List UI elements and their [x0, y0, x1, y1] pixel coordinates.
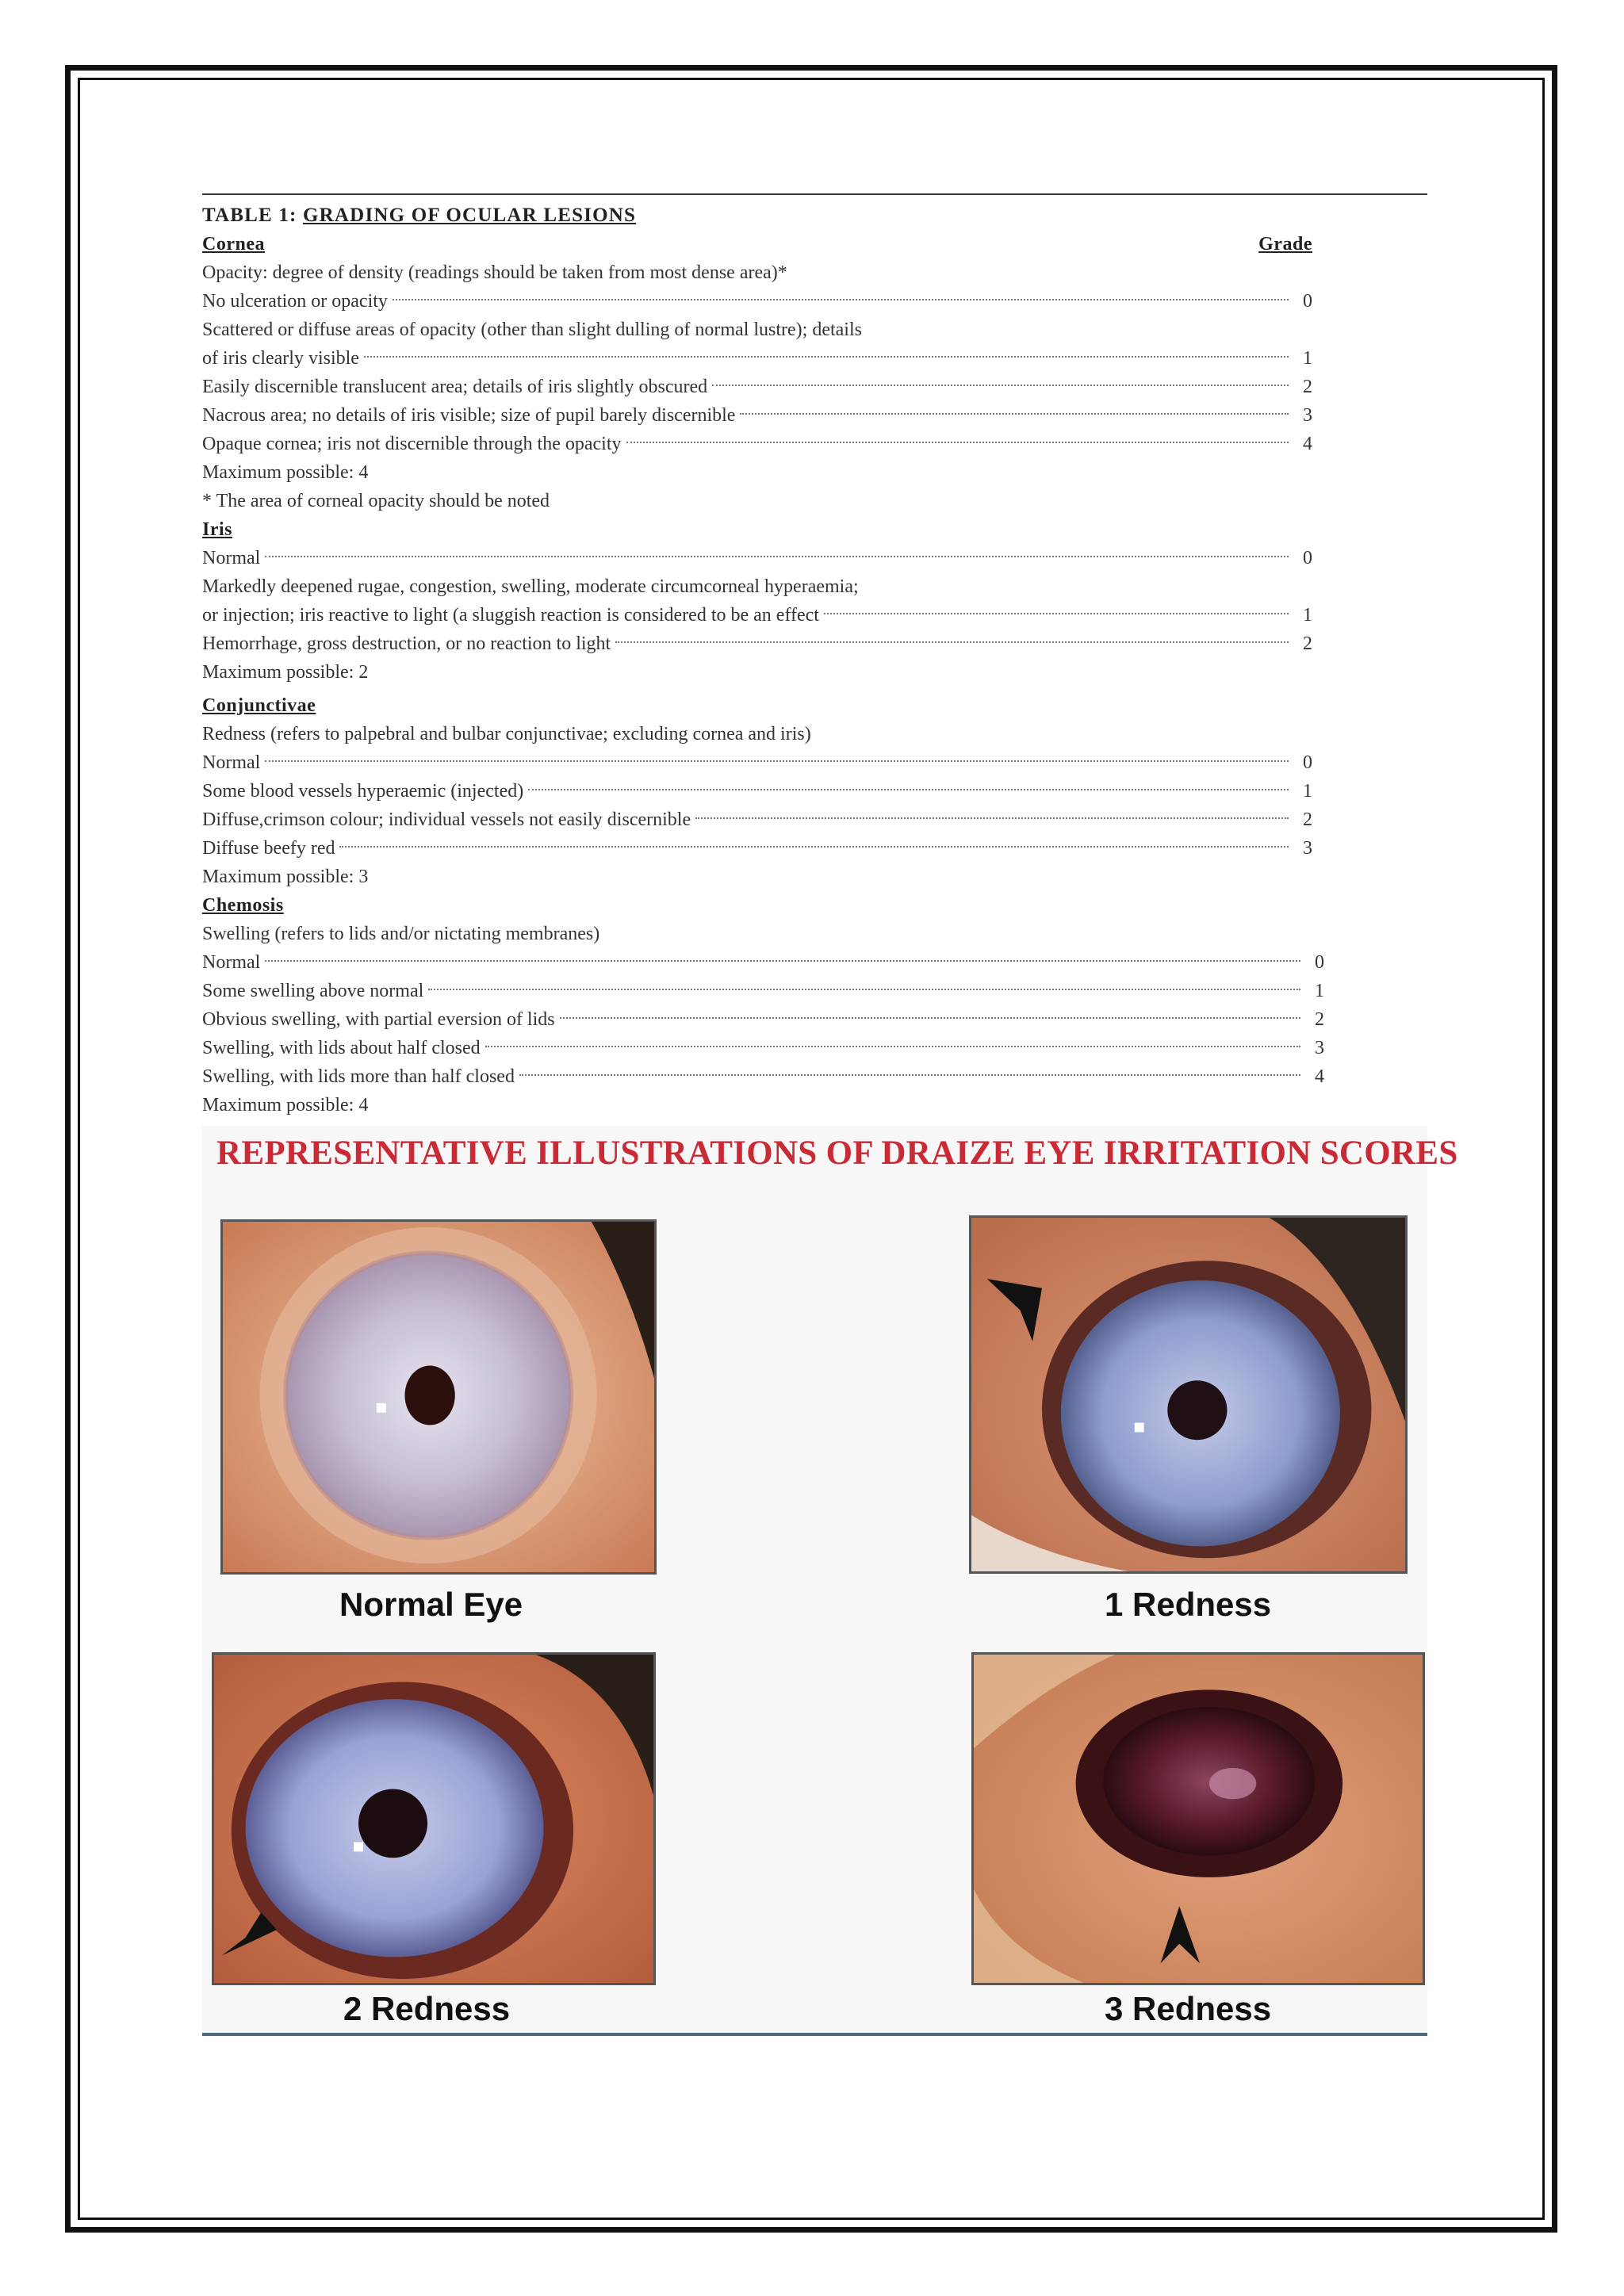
cornea-note: * The area of corneal opacity should be noted: [202, 491, 550, 511]
chemosis-max: Maximum possible: 4: [202, 1095, 369, 1115]
illustrations-bottom-rule: [202, 2033, 1427, 2036]
normal-eye-caption: Normal Eye: [339, 1586, 523, 1623]
iris-item: or injection; iris reactive to light (a sluggish reaction is considered to be an effect 1: [202, 605, 1312, 626]
cornea-item: No ulceration or opacity 0: [202, 291, 1312, 312]
chemosis-item: Swelling, with lids about half closed 3: [202, 1038, 1324, 1058]
cornea-intro: Opacity: degree of density (readings should be taken from most dense area)*: [202, 262, 787, 283]
grade-header: Grade: [1258, 234, 1312, 254]
conjunctivae-item: Diffuse beefy red 3: [202, 838, 1312, 859]
redness-3-caption: 3 Redness: [1105, 1990, 1272, 2027]
iris-item: Normal 0: [202, 548, 1312, 568]
cornea-item: Scattered or diffuse areas of opacity (other than slight dulling of normal lustre); details: [202, 320, 862, 340]
cornea-item: Opaque cornea; iris not discernible through the opacity 4: [202, 434, 1312, 454]
chemosis-heading: Chemosis: [202, 895, 284, 916]
cornea-item: Nacrous area; no details of iris visible; size of pupil barely discernible 3: [202, 405, 1312, 426]
chemosis-item: Normal 0: [202, 952, 1324, 973]
chemosis-item: Swelling, with lids more than half closed 4: [202, 1066, 1324, 1087]
conjunctivae-item: Some blood vessels hyperaemic (injected) 1: [202, 781, 1312, 802]
table-title-main: GRADING OF OCULAR LESIONS: [303, 205, 637, 226]
iris-item: Hemorrhage, gross destruction, or no reaction to light 2: [202, 633, 1312, 654]
table-title: [202, 201, 1427, 230]
draize-illustrations: [202, 1126, 1458, 2036]
redness-2-caption: 2 Redness: [343, 1990, 511, 2027]
iris-max: Maximum possible: 2: [202, 662, 369, 683]
cornea-max: Maximum possible: 4: [202, 462, 369, 483]
normal-eye-photo: [220, 1219, 657, 1575]
conjunctivae-max: Maximum possible: 3: [202, 867, 369, 887]
redness-2-photo: [212, 1652, 656, 1985]
table-top-rule: [202, 193, 1427, 195]
cornea-heading: Cornea Grade: [202, 230, 1312, 258]
illustrations-title: REPRESENTATIVE ILLUSTRATIONS OF DRAIZE EYE IRRITATION SCORES: [216, 1135, 1458, 1172]
iris-heading: Iris: [202, 519, 232, 540]
conjunctivae-heading: Conjunctivae: [202, 695, 316, 716]
chemosis-item: Some swelling above normal 1: [202, 981, 1324, 1001]
cornea-item: Easily discernible translucent area; details of iris slightly obscured 2: [202, 377, 1312, 397]
redness-3-photo: [971, 1652, 1425, 1985]
grading-table: [202, 193, 1427, 1119]
table-title-prefix: TABLE 1:: [202, 205, 304, 226]
cornea-item: of iris clearly visible 1: [202, 348, 1312, 369]
chemosis-intro: Swelling (refers to lids and/or nictating membranes): [202, 924, 600, 944]
conjunctivae-item: Normal 0: [202, 752, 1312, 773]
iris-item: Markedly deepened rugae, congestion, swelling, moderate circumcorneal hyperaemia;: [202, 576, 859, 597]
conjunctivae-item: Diffuse,crimson colour; individual vessels not easily discernible 2: [202, 809, 1312, 830]
chemosis-item: Obvious swelling, with partial eversion of lids 2: [202, 1009, 1324, 1030]
conjunctivae-intro: Redness (refers to palpebral and bulbar conjunctivae; excluding cornea and iris): [202, 724, 811, 744]
redness-1-photo: [969, 1215, 1408, 1574]
redness-1-caption: 1 Redness: [1105, 1586, 1272, 1623]
